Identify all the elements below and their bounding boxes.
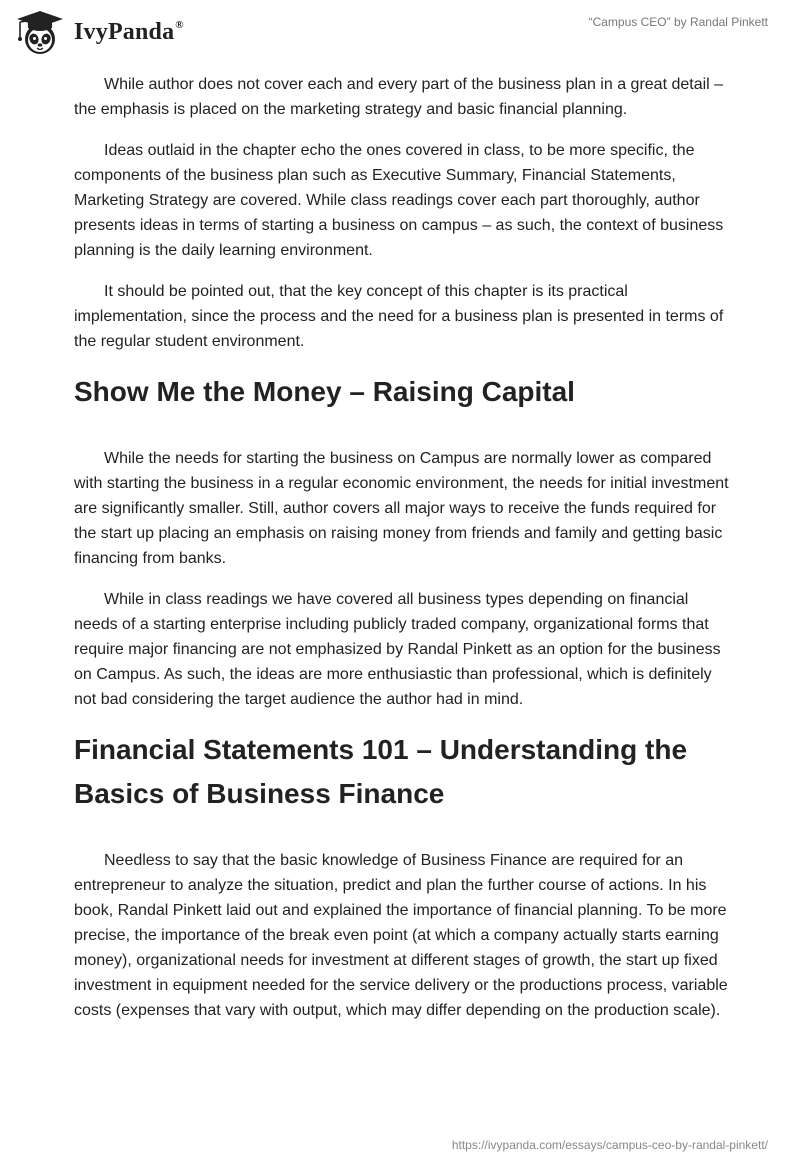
paragraph-2: Ideas outlaid in the chapter echo the ones covered in class, to be more specific, the components of the business plan such as Executive Summary, Financial Statements, Marketing Strategy are covered. While class readings cover each part thoroughly, author presents ideas in terms of starting a business on campus – as such, the context of business planning is the daily learning environment. bbox=[74, 142, 724, 259]
panda-graduation-cap-icon bbox=[14, 8, 66, 56]
section-heading-financial-statements: Financial Statements 101 – Understanding the Basics of Business Finance bbox=[74, 734, 688, 809]
paragraph-1: While author does not cover each and every part of the business plan in a great detail – the emphasis is placed on the marketing strategy and basic financial planning. bbox=[74, 76, 724, 118]
document-title: “Campus CEO” by Randal Pinkett bbox=[588, 15, 768, 29]
essay-body bbox=[74, 72, 730, 1039]
section-heading-raising-capital: Show Me the Money – Raising Capital bbox=[74, 376, 575, 407]
brand-logo[interactable] bbox=[14, 8, 184, 56]
brand-name: IvyPanda® bbox=[74, 18, 184, 45]
paragraph-5: While in class readings we have covered all business types depending on financial needs of a starting enterprise including publicly traded company, organizational forms that require major financing are not emphasized by Randal Pinkett as an option for the business on Campus. As such, the ideas are more enthusiastic than professional, which is definitely not bad considering the target audience the author had in mind. bbox=[74, 591, 721, 708]
paragraph-3: It should be pointed out, that the key concept of this chapter is its practical implementation, since the process and the need for a business plan is presented in terms of the regular student environment. bbox=[74, 283, 724, 350]
paragraph-4: While the needs for starting the business on Campus are normally lower as compared with starting the business in a regular economic environment, the needs for initial investment are significantly smaller. Still, author covers all major ways to receive the funds required for the start up placing an emphasis on raising money from friends and family and getting basic financing from banks. bbox=[74, 450, 729, 567]
page-header bbox=[0, 0, 800, 64]
source-url[interactable]: https://ivypanda.com/essays/campus-ceo-by-randal-pinkett/ bbox=[451, 1138, 768, 1152]
paragraph-6: Needless to say that the basic knowledge of Business Finance are required for an entrepreneur to analyze the situation, predict and plan the further course of actions. In his book, Randal Pinkett laid out and explained the importance of financial planning. To be more precise, the importance of the break even point (at which a company actually starts earning money), organizational needs for investment at different stages of growth, the start up fixed investment in equipment needed for the service delivery or the productions process, variable costs (expenses that vary with output, which may differ depending on the production scale). bbox=[74, 852, 728, 1019]
trademark-symbol: ® bbox=[175, 18, 184, 31]
